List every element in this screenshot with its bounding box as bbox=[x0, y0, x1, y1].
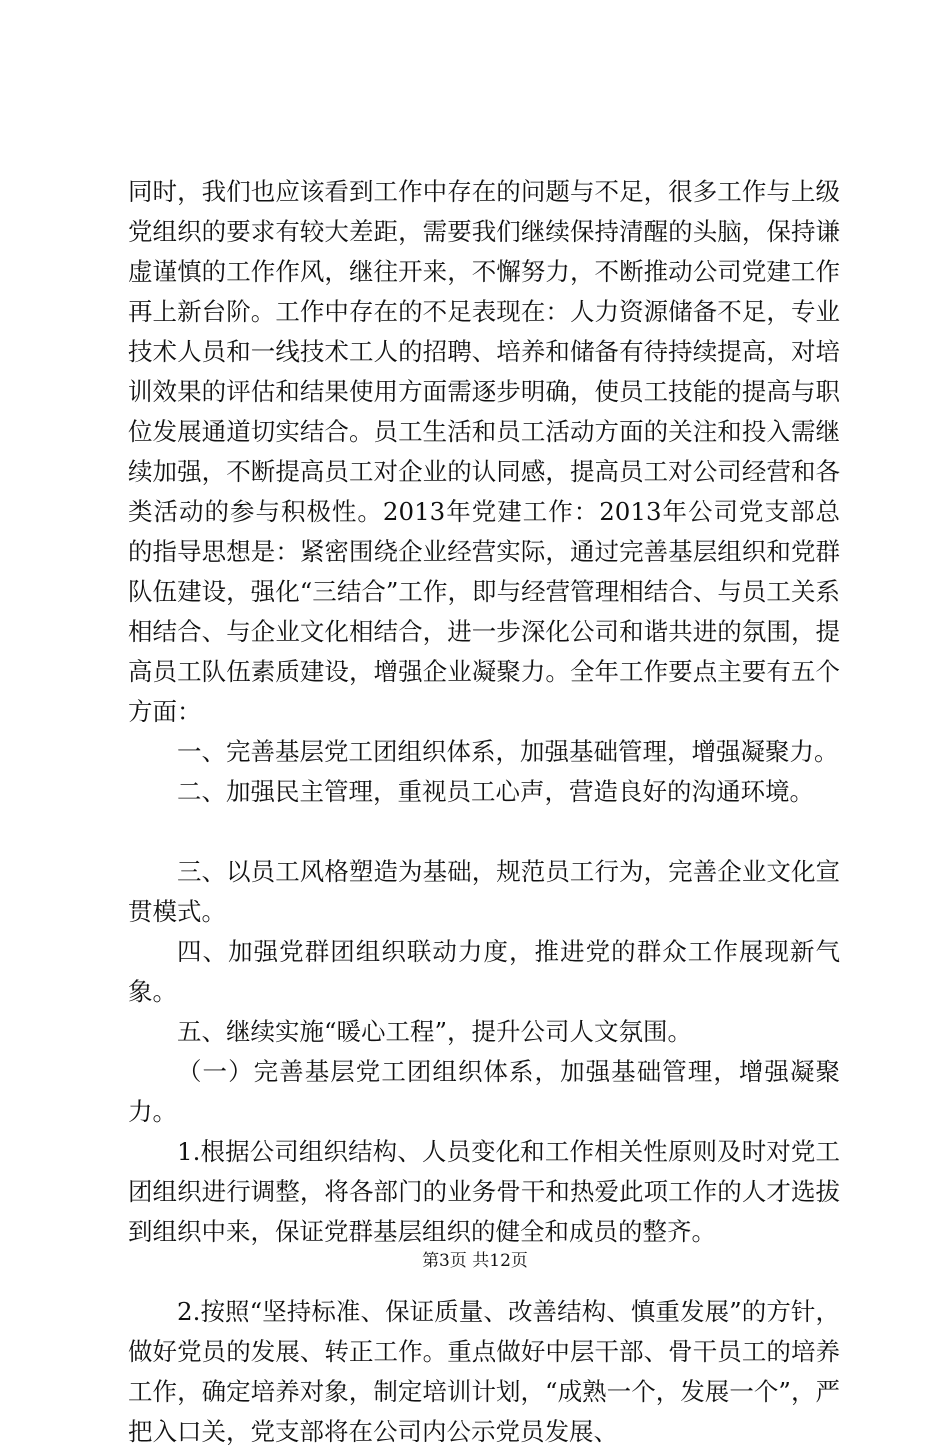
paragraph-item-1: 1.根据公司组织结构、人员变化和工作相关性原则及时对党工团组织进行调整，将各部门的业务骨干和热爱此项工作的人才选拔到组织中来，保证党群基层组织的健全和成员的整齐。 bbox=[128, 1137, 840, 1246]
page-footer: 第3页 共12页 bbox=[422, 1251, 528, 1271]
paragraph-point-5: 五、继续实施“暖心工程”，提升公司人文氛围。 bbox=[177, 1017, 693, 1046]
paragraph-spacer bbox=[128, 812, 840, 852]
paragraph-point-1: 一、完善基层党工团组织体系，加强基础管理，增强凝聚力。 bbox=[177, 737, 839, 766]
paragraph-point-4: 四、加强党群团组织联动力度，推进党的群众工作展现新气象。 bbox=[128, 937, 840, 1006]
paragraph-point-3: 三、以员工风格塑造为基础，规范员工行为，完善企业文化宣贯模式。 bbox=[128, 857, 840, 926]
paragraph-point-2: 二、加强民主管理，重视员工心声，营造良好的沟通环境。 bbox=[177, 777, 814, 806]
paragraph-summary: 同时，我们也应该看到工作中存在的问题与不足，很多工作与上级党组织的要求有较大差距，需要我们继续保持清醒的头脑，保持谦虚谨慎的工作作风，继往开来，不懈努力，不断推动公司党建工作再上新台阶。工作中存在的不足表现在：人力资源储备不足，专业技术人员和一线技术工人的招聘、培养和储备有待持续提高，对培训效果的评估和结果使用方面需逐步明确，使员工技能的提高与职位发展通道切实结合。员工生活和员工活动方面的关注和投入需继续加强，不断提高员工对企业的认同感，提高员工对公司经营和各类活动的参与积极性。2013年党建工作：2013年公司党支部总的指导思想是：紧密围绕企业经营实际，通过完善基层组织和党群队伍建设，强化“三结合”工作，即与经营管理相结合、与员工关系相结合、与企业文化相结合，进一步深化公司和谐共进的氛围，提高员工队伍素质建设，增强企业凝聚力。全年工作要点主要有五个方面： bbox=[128, 177, 840, 726]
section-heading-1: （一）完善基层党工团组织体系，加强基础管理，增强凝聚力。 bbox=[128, 1057, 840, 1126]
paragraph-item-2: 2.按照“坚持标准、保证质量、改善结构、慎重发展”的方针，做好党员的发展、转正工作。重点做好中层干部、骨干员工的培养工作，确定培养对象，制定培训计划，“成熟一个，发展一个”，严把入口关，党支部将在公司内公示党员发展、 bbox=[128, 1297, 840, 1446]
